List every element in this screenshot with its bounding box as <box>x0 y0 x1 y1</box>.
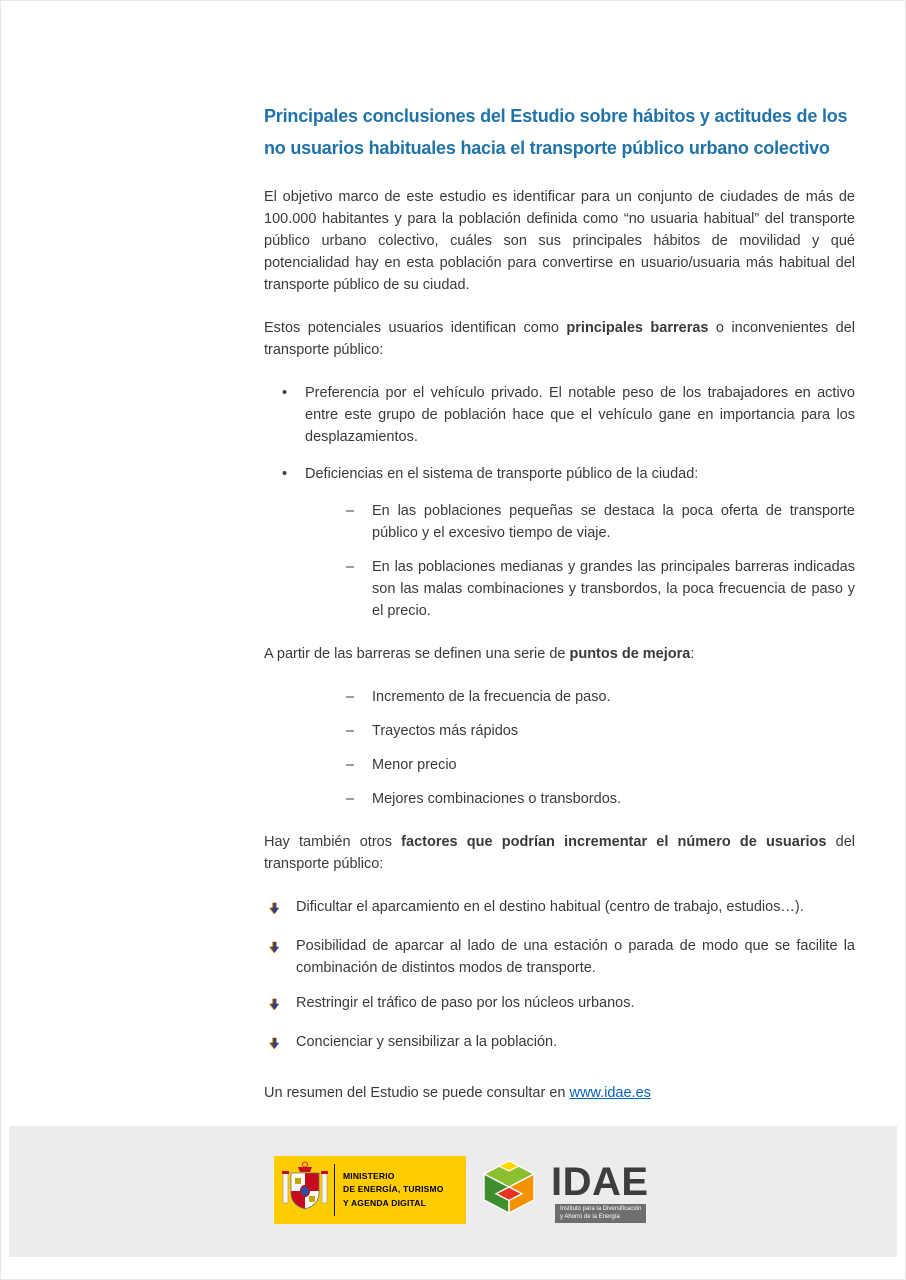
list-item-text: Posibilidad de aparcar al lado de una estación o parada de modo que se facilite la combinación de distintos modos de transporte. <box>296 938 855 976</box>
list-item-text: Menor precio <box>372 757 457 773</box>
barriers-intro-pre: Estos potenciales usuarios identifican como <box>264 320 567 336</box>
dash-marker: – <box>346 689 355 705</box>
list-item <box>346 788 855 810</box>
list-item-text: Incremento de la frecuencia de paso. <box>372 689 611 705</box>
bullet-marker: • <box>282 385 288 401</box>
improvements-intro-post: : <box>690 646 695 662</box>
improvements-list <box>264 686 855 810</box>
dash-marker: – <box>346 723 355 739</box>
ministry-name-line: MINISTERIO <box>343 1171 395 1182</box>
list-item <box>282 382 855 448</box>
ministry-logo <box>274 1156 466 1224</box>
arrow-bullet-icon <box>269 896 296 922</box>
idae-subtitle-line: Instituto para la Diversificación <box>560 1206 642 1212</box>
factors-intro-post: del transporte público: <box>264 834 855 872</box>
list-item-text: En las poblaciones medianas y grandes las principales barreras indicadas son las malas combinaciones y transbordos, la poca frecuencia de paso y el precio. <box>372 559 855 619</box>
document-content <box>264 100 855 1125</box>
dash-marker: – <box>346 791 355 807</box>
barriers-intro-paragraph <box>264 317 855 361</box>
list-item-text: En las poblaciones pequeñas se destaca la poca oferta de transporte público y el excesivo tiempo de viaje. <box>372 503 855 541</box>
bullet-marker: • <box>282 466 288 482</box>
list-item <box>282 463 855 485</box>
list-item-text: Dificultar el aparcamiento en el destino habitual (centro de trabajo, estudios…). <box>296 899 804 915</box>
list-item <box>269 896 855 922</box>
idae-subtitle-line: y Ahorro de la Energía <box>560 1213 620 1220</box>
ministry-name-line: DE ENERGÍA, TURISMO <box>343 1184 444 1195</box>
list-item <box>269 1031 855 1057</box>
idae-website-link[interactable]: www.idae.es <box>569 1085 651 1101</box>
idae-logo-icon <box>479 1159 539 1222</box>
factors-intro-bold: factores que podrían incrementar el número de usuarios <box>401 834 827 850</box>
arrow-bullet-icon <box>269 1031 296 1057</box>
factors-intro-pre: Hay también otros <box>264 834 402 850</box>
closing-pre: Un resumen del Estudio se puede consultar en <box>264 1085 570 1101</box>
factors-list <box>264 896 855 1057</box>
barriers-intro-post: o inconvenientes del transporte público: <box>264 320 855 358</box>
spain-coat-of-arms-icon <box>282 1161 328 1220</box>
list-item-text: Preferencia por el vehículo privado. El notable peso de los trabajadores en activo entre este grupo de población hace que el vehículo gane en importancia para los desplazamientos. <box>305 385 855 445</box>
list-item <box>346 686 855 708</box>
list-item-text: Mejores combinaciones o transbordos. <box>372 791 622 807</box>
barriers-list <box>264 382 855 485</box>
ministry-name-line: Y AGENDA DIGITAL <box>343 1197 427 1208</box>
idae-logo <box>479 1159 649 1223</box>
ministry-logo-divider <box>334 1164 335 1216</box>
arrow-bullet-icon <box>269 935 296 961</box>
list-item-text: Trayectos más rápidos <box>372 723 519 739</box>
dash-marker: – <box>346 503 355 519</box>
dash-marker: – <box>346 757 355 773</box>
list-item <box>346 500 855 544</box>
list-item-text: Restringir el tráfico de paso por los núcleos urbanos. <box>296 995 635 1011</box>
improvements-intro-pre: A partir de las barreras se definen una serie de <box>264 646 570 662</box>
barriers-intro-bold: principales barreras <box>566 320 709 336</box>
closing-paragraph <box>264 1082 855 1104</box>
factors-intro-paragraph <box>264 831 855 875</box>
improvements-intro-paragraph <box>264 643 855 665</box>
ministry-name <box>343 1170 444 1210</box>
idae-wordmark-block <box>551 1159 649 1223</box>
document-title: Principales conclusiones del Estudio sobre hábitos y actitudes de los no usuarios habituales hacia el transporte público urbano colectivo <box>264 106 848 158</box>
list-item <box>269 992 855 1018</box>
idae-subtitle <box>555 1204 646 1223</box>
list-item <box>346 556 855 622</box>
dash-marker: – <box>346 559 355 575</box>
improvements-intro-bold: puntos de mejora <box>569 646 691 662</box>
list-item <box>346 720 855 742</box>
list-item <box>269 935 855 979</box>
arrow-bullet-icon <box>269 992 296 1018</box>
barriers-sublist <box>264 500 855 622</box>
list-item <box>346 754 855 776</box>
intro-paragraph: El objetivo marco de este estudio es identificar para un conjunto de ciudades de más de 100.000 habitantes y para la población definida como “no usuaria habitual” del transporte público urbano colectivo, cuáles son sus principales hábitos de movilidad y qué potencialidad hay en esta población para convertirse en usuario/usuaria más habitual del transporte público de su ciudad. <box>264 189 855 293</box>
list-item-text: Concienciar y sensibilizar a la población. <box>296 1034 558 1050</box>
idae-wordmark: IDAE <box>551 1160 649 1204</box>
list-item-text: Deficiencias en el sistema de transporte público de la ciudad: <box>305 466 699 482</box>
